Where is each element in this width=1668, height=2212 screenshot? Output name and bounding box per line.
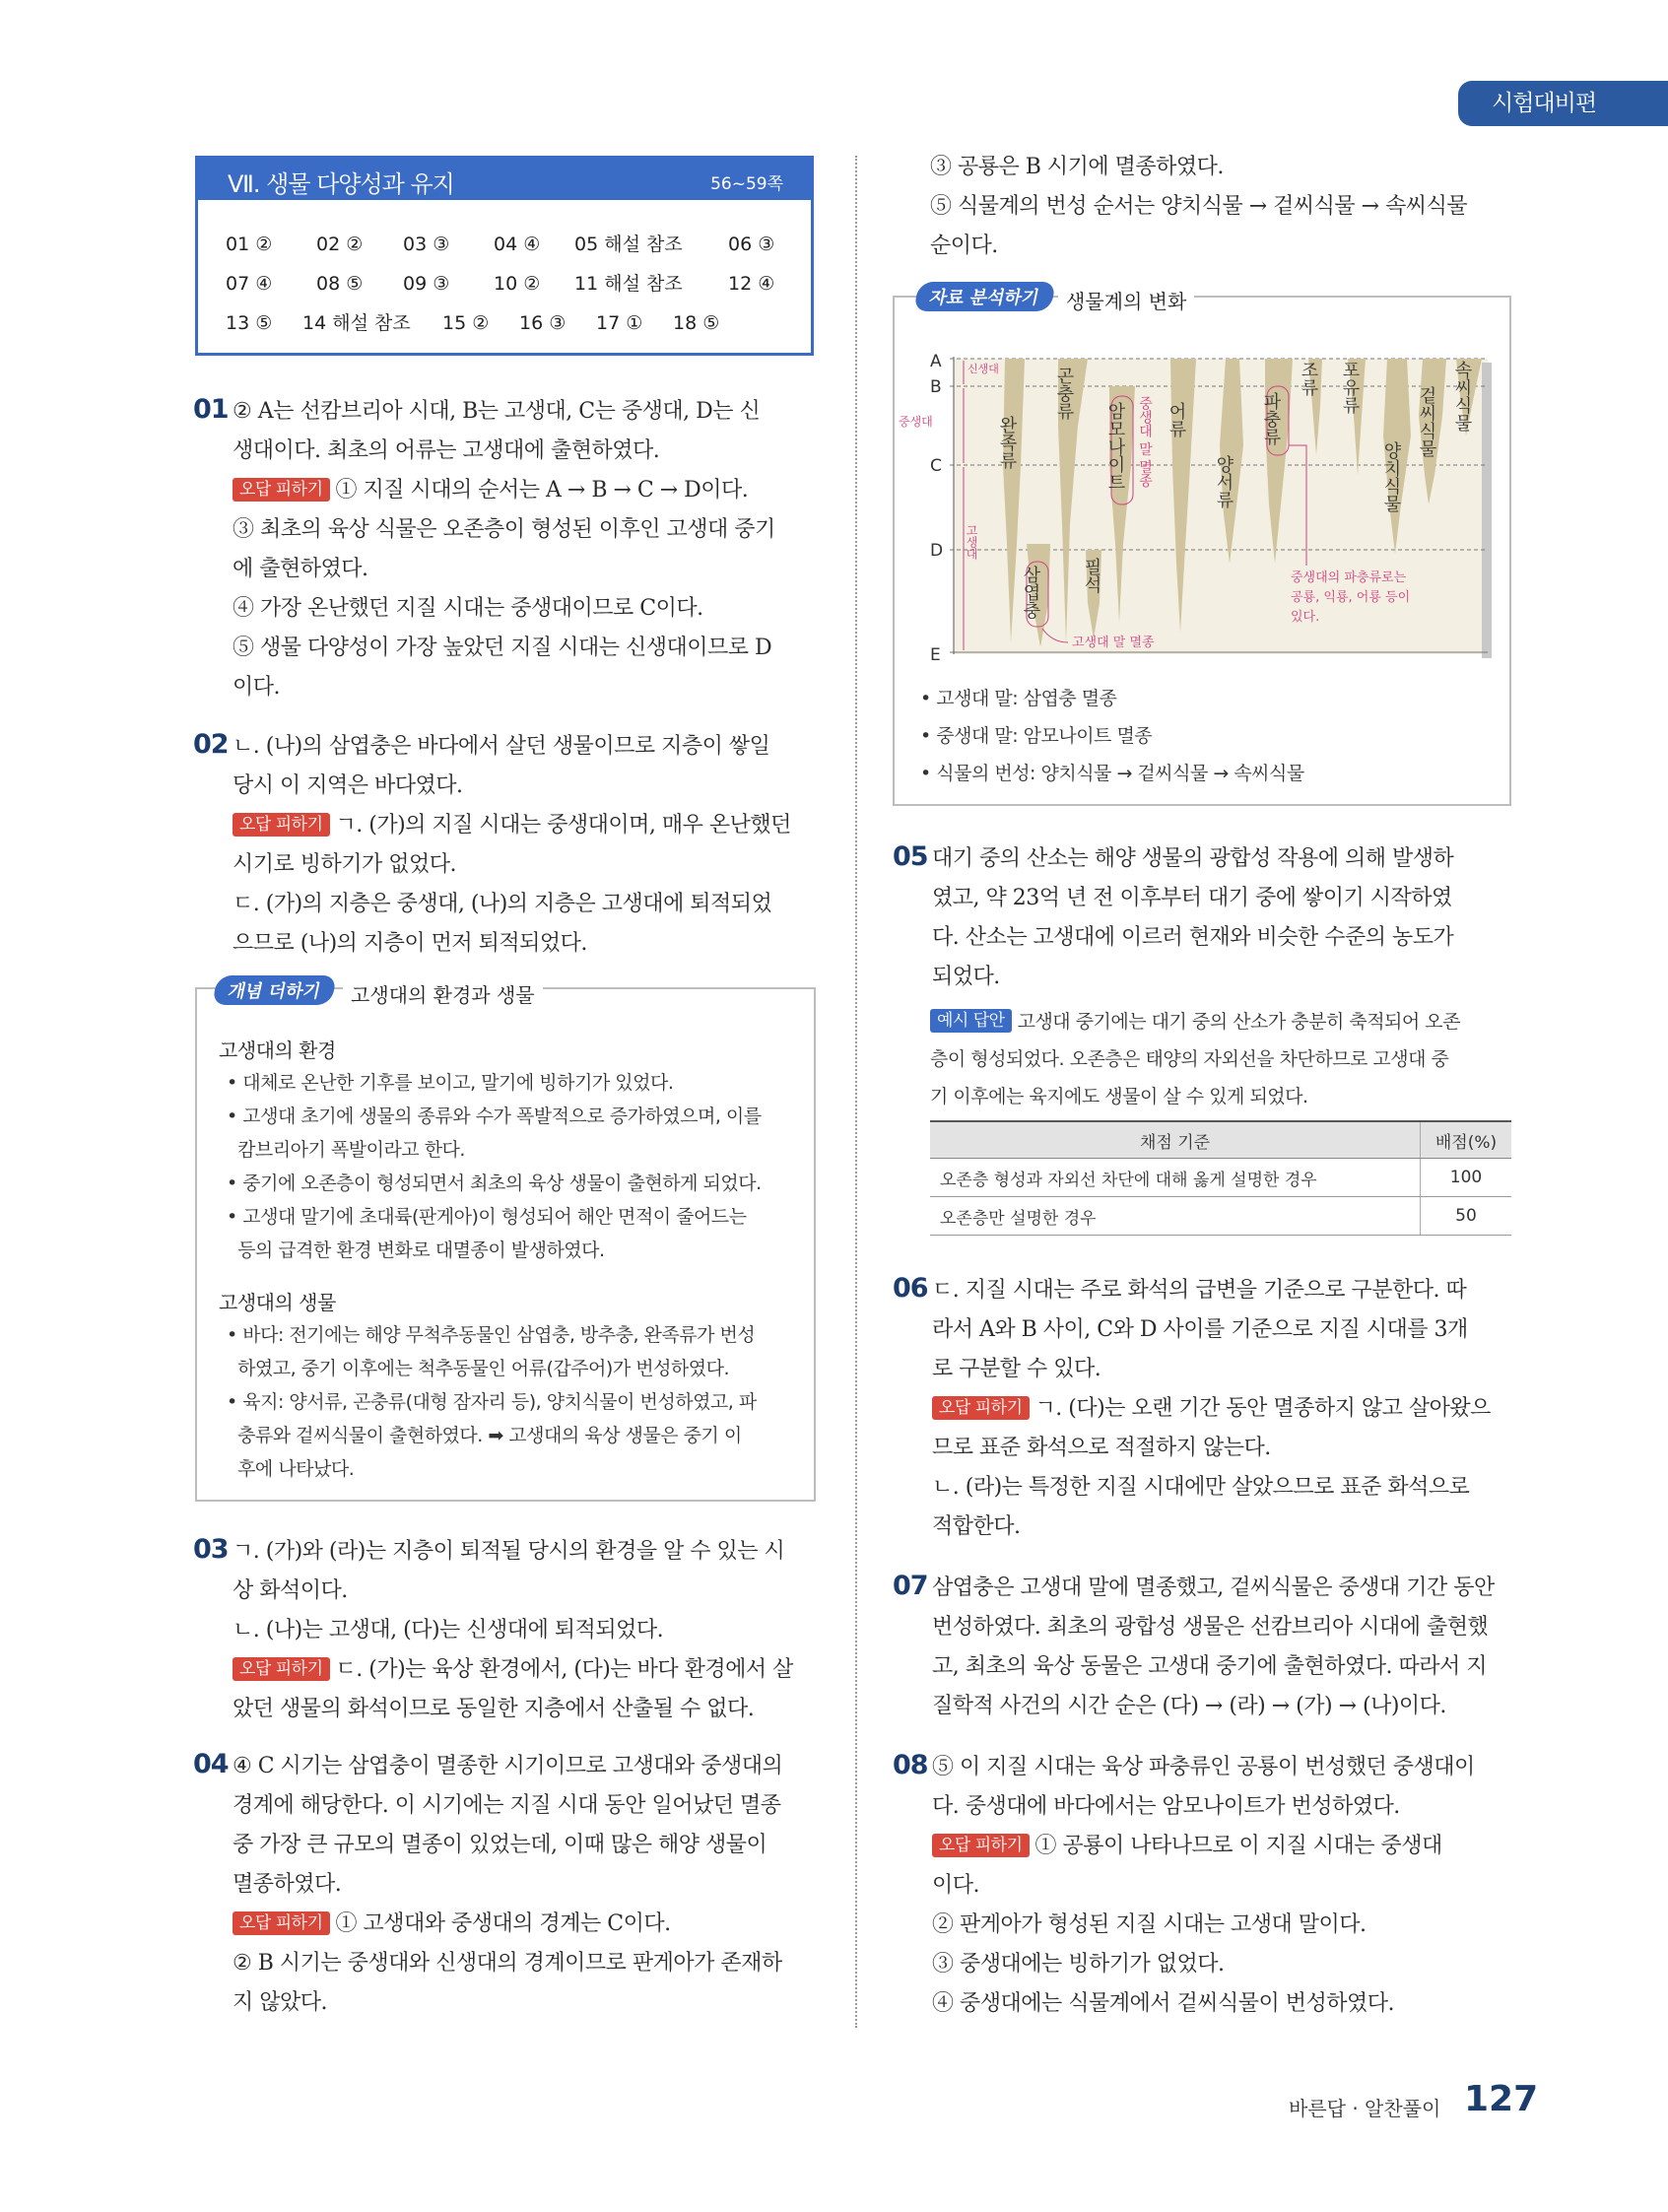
- text-line: 당시 이 지역은 바다였다.: [233, 773, 463, 798]
- text-line: 라서 A와 B 사이, C와 D 사이를 기준으로 지질 시대를 3개: [932, 1317, 1468, 1342]
- answer-item: 16 ③: [519, 312, 567, 334]
- list-item: 후에 나타났다.: [227, 1458, 355, 1480]
- wrong-line: [233, 1650, 793, 1690]
- q02-text: [233, 727, 791, 964]
- concept-title: 고생대의 환경과 생물: [343, 979, 543, 1008]
- text-line: ㄷ. (가)의 지층은 중생대, (나)의 지층은 고생대에 퇴적되었: [233, 892, 772, 916]
- text-line: 층이 형성되었다. 오존층은 태양의 자외선을 차단하므로 고생대 중: [930, 1048, 1449, 1070]
- answer-key-box: [195, 156, 814, 356]
- text-line: 상 화석이다.: [233, 1578, 348, 1603]
- answer-key-header: [198, 159, 811, 200]
- text-line: ③ 중생대에는 빙하기가 없었다.: [932, 1952, 1225, 1977]
- text-line: 다. 중생대에 바다에서는 암모나이트가 번성하였다.: [932, 1794, 1400, 1819]
- text-line: 생대이다. 최초의 어류는 고생대에 출현하였다.: [233, 438, 660, 463]
- text-line: ㄴ. (나)의 삼엽충은 바다에서 살던 생물이므로 지층이 쌓일: [233, 734, 770, 759]
- wrong-line: [932, 1389, 1491, 1429]
- table-row: [930, 1197, 1511, 1236]
- list-item: 캄브리아기 폭발이라고 한다.: [227, 1139, 465, 1161]
- text-line: ⑤ 식물계의 번성 순서는 양치식물 → 겉씨식물 → 속씨식물: [930, 194, 1468, 219]
- wrong-tag: 오답 피하기: [233, 478, 330, 502]
- wrong-line: [932, 1827, 1475, 1866]
- concept-heading: 고생대의 생물: [219, 1291, 336, 1314]
- era-letter-e: E: [930, 645, 941, 665]
- concept-box: [195, 981, 816, 1502]
- text-line: 삼엽충은 고생대 말에 멸종했고, 겉씨식물은 중생대 기간 동안: [932, 1575, 1495, 1600]
- text-line: ㄱ. (다)는 오랜 기간 동안 멸종하지 않고 살아왔으: [1034, 1396, 1491, 1421]
- note-reptiles: 중생대의 파충류로는: [1291, 570, 1407, 585]
- era-mesozoic: 중생대: [899, 415, 933, 429]
- answer-item: 04 ④: [494, 234, 541, 255]
- question-number: 01: [193, 394, 229, 425]
- q03-text: [233, 1532, 793, 1729]
- list-item: • 바다: 전기에는 해양 무척추동물인 삼엽충, 방추충, 완족류가 번성: [227, 1324, 756, 1346]
- text-line: 대기 중의 산소는 해양 생물의 광합성 작용에 의해 발생하: [932, 846, 1454, 871]
- text-line: 고, 최초의 육상 동물은 고생대 중기에 출현하였다. 따라서 지: [932, 1654, 1487, 1679]
- wrong-line: [233, 806, 791, 845]
- list-item: • 고생대 초기에 생물의 종류와 수가 폭발적으로 증가하였으며, 이를: [227, 1106, 762, 1127]
- question-number: 04: [193, 1749, 229, 1779]
- text-line: ㄷ. (가)는 육상 환경에서, (다)는 바다 환경에서 살: [335, 1657, 793, 1682]
- label-mammals: 포유류: [1339, 361, 1361, 414]
- table-cell: 오존층 형성과 자외선 차단에 대해 옳게 설명한 경우: [930, 1159, 1421, 1197]
- column-divider: [855, 156, 857, 2028]
- q08-text: [932, 1748, 1475, 2024]
- text-line: ② 판게아가 형성된 지질 시대는 고생대 말이다.: [932, 1912, 1367, 1937]
- example-tag: 예시 답안: [930, 1009, 1012, 1033]
- data-bullet: • 고생대 말: 삼엽충 멸종: [920, 688, 1117, 709]
- text-line: 되었다.: [932, 965, 1000, 989]
- q06-text: [932, 1271, 1491, 1547]
- answer-item: 02 ②: [316, 234, 364, 255]
- answer-item: 09 ③: [403, 273, 450, 295]
- era-letter-d: D: [930, 541, 944, 561]
- era-letter-a: A: [930, 352, 942, 371]
- data-title: 생물계의 변화: [1058, 286, 1194, 314]
- text-line: 였고, 약 23억 년 전 이후부터 대기 중에 쌓이기 시작하였: [932, 886, 1452, 910]
- text-line: ① 공룡이 나타나므로 이 지질 시대는 중생대: [1034, 1834, 1442, 1858]
- text-line: ③ 공룡은 B 시기에 멸종하였다.: [930, 155, 1224, 179]
- era-letter-c: C: [930, 456, 942, 476]
- page-number: 127: [1464, 2079, 1539, 2119]
- text-line: 에 출현하였다.: [233, 557, 368, 581]
- text-line: 로 구분할 수 있다.: [932, 1357, 1101, 1381]
- label-fish: 어류: [1166, 402, 1187, 437]
- answer-item: 11 해설 참조: [574, 273, 683, 295]
- text-line: 질학적 사건의 시간 순은 (다) → (라) → (가) → (나)이다.: [932, 1694, 1446, 1718]
- text-line: ㄷ. 지질 시대는 주로 화석의 급변을 기준으로 구분한다. 따: [932, 1278, 1467, 1303]
- text-line: ⑤ 이 지질 시대는 육상 파충류인 공룡이 번성했던 중생대이: [932, 1755, 1475, 1779]
- q07-text: [932, 1569, 1495, 1726]
- section-tab: 시험대비편: [1458, 81, 1668, 126]
- table-cell: 100: [1421, 1159, 1512, 1197]
- answer-item: 08 ⑤: [316, 273, 364, 295]
- answer-row: [226, 308, 719, 335]
- answer-item: 12 ④: [728, 273, 775, 295]
- table-cell: 50: [1421, 1197, 1512, 1236]
- label-gymnosperms: 겉씨식물: [1416, 386, 1437, 457]
- wrong-tag: 오답 피하기: [233, 813, 330, 837]
- list-item: • 육지: 양서류, 곤충류(대형 잠자리 등), 양치식물이 번성하였고, 파: [227, 1391, 757, 1413]
- text-line: 번성하였다. 최초의 광합성 생물은 선캄브리아 시대에 출현했: [932, 1615, 1489, 1640]
- answer-row: [226, 269, 774, 296]
- answer-item: 17 ①: [596, 312, 643, 334]
- q05-text: [932, 839, 1453, 997]
- answer-item: 18 ⑤: [673, 312, 720, 334]
- q04-continued: [930, 148, 1467, 266]
- wrong-line: [233, 1905, 782, 1944]
- label-mesozoic-extinction: 중생대 말 멸종: [1137, 396, 1153, 488]
- list-item: • 중기에 오존층이 형성되면서 최초의 육상 생물이 출현하게 되었다.: [227, 1173, 762, 1194]
- text-line: ⑤ 생물 다양성이 가장 높았던 지질 시대는 신생대이므로 D: [233, 636, 772, 660]
- concept-heading: 고생대의 환경: [219, 1039, 336, 1062]
- text-line: 순이다.: [930, 234, 998, 258]
- list-item: 충류와 겉씨식물이 출현하였다. ➡ 고생대의 육상 생물은 중기 이: [227, 1425, 742, 1446]
- table-header: 배점(%): [1421, 1121, 1512, 1159]
- text-line: 았던 생물의 화석이므로 동일한 지층에서 산출될 수 없다.: [233, 1697, 755, 1721]
- text-line: ㄱ. (가)의 지질 시대는 중생대이며, 매우 온난했던: [335, 813, 791, 838]
- question-number: 03: [193, 1534, 229, 1565]
- text-line: ㄴ. (나)는 고생대, (다)는 신생대에 퇴적되었다.: [233, 1618, 664, 1642]
- text-line: 멸종하였다.: [233, 1872, 342, 1897]
- answer-item: 01 ②: [226, 234, 273, 255]
- concept-env-list: [227, 1066, 762, 1267]
- list-item: • 대체로 온난한 기후를 보이고, 말기에 빙하기가 있었다.: [227, 1072, 674, 1094]
- label-amphibians: 양서류: [1213, 455, 1234, 508]
- text-line: ④ C 시기는 삼엽충이 멸종한 시기이므로 고생대와 중생대의: [233, 1754, 783, 1778]
- era-cenozoic: 신생대: [967, 363, 999, 375]
- answer-item: 15 ②: [442, 312, 490, 334]
- wrong-tag: 오답 피하기: [932, 1396, 1030, 1420]
- text-line: 으므로 (나)의 지층이 먼저 퇴적되었다.: [233, 931, 587, 956]
- text-line: 다. 산소는 고생대에 이르러 현재와 비슷한 수준의 농도가: [932, 925, 1454, 950]
- label-angiosperms: 속씨식물: [1451, 361, 1473, 432]
- wrong-tag: 오답 피하기: [233, 1911, 330, 1935]
- question-number: 02: [193, 729, 229, 760]
- text-line: 므로 표준 화석으로 적절하지 않는다.: [932, 1436, 1271, 1460]
- label-trilobites: 삼엽충: [1020, 566, 1041, 619]
- text-line: 이다.: [932, 1873, 979, 1898]
- era-paleozoic: 고생대: [965, 524, 978, 560]
- text-line: ② A는 선캄브리아 시대, B는 고생대, C는 중생대, D는 신: [233, 399, 761, 424]
- wrong-tag: 오답 피하기: [233, 1657, 330, 1681]
- diagram-shadow: [1482, 363, 1492, 658]
- text-line: ㄴ. (라)는 특정한 지질 시대에만 살았으므로 표준 화석으로: [932, 1475, 1470, 1500]
- text-line: ㄱ. (가)와 (라)는 지층이 퇴적될 당시의 환경을 알 수 있는 시: [233, 1539, 785, 1564]
- text-line: 시기로 빙하기가 없었다.: [233, 852, 457, 877]
- note-paleozoic-extinction: 고생대 말 멸종: [1072, 636, 1155, 650]
- question-number: 06: [893, 1273, 928, 1304]
- table-header: 채점 기준: [930, 1121, 1421, 1159]
- q05-example-answer: [930, 1003, 1460, 1115]
- question-number: 08: [893, 1750, 928, 1780]
- concept-tag: 개념 더하기: [212, 975, 338, 1005]
- concept-bio-list: [227, 1318, 757, 1486]
- data-bullet: • 중생대 말: 암모나이트 멸종: [920, 725, 1153, 747]
- text-line: 중 가장 큰 규모의 멸종이 있었는데, 이때 많은 해양 생물이: [233, 1833, 767, 1857]
- era-letter-b: B: [930, 377, 942, 397]
- wrong-line: [233, 471, 775, 510]
- data-bullet: • 식물의 번성: 양치식물 → 겉씨식물 → 속씨식물: [920, 763, 1304, 784]
- label-insects: 곤충류: [1053, 367, 1075, 420]
- page-range: 56~59쪽: [710, 174, 783, 194]
- text-line: ① 지질 시대의 순서는 A → B → C → D이다.: [335, 478, 749, 503]
- data-analysis-box: [893, 288, 1511, 806]
- text-line: 적합한다.: [932, 1514, 1021, 1539]
- answer-item: 07 ④: [226, 273, 273, 295]
- question-number: 07: [893, 1571, 928, 1601]
- q04-text: [233, 1747, 782, 2023]
- answer-item: 06 ③: [728, 234, 775, 255]
- answer-item: 10 ②: [494, 273, 541, 295]
- list-item: 하였고, 중기 이후에는 척추동물인 어류(갑주어)가 번성하였다.: [227, 1358, 730, 1379]
- q01-text: [233, 392, 775, 707]
- label-ammonites: 암모나이트: [1104, 402, 1126, 491]
- label-graptolites: 필석: [1081, 558, 1102, 593]
- text-line: ② B 시기는 중생대와 신생대의 경계이므로 판게아가 존재하: [233, 1951, 782, 1976]
- label-reptiles: 파충류: [1260, 392, 1282, 445]
- text-line: ① 고생대와 중생대의 경계는 C이다.: [335, 1911, 671, 1936]
- text-line: ④ 중생대에는 식물계에서 겉씨식물이 번성하였다.: [932, 1991, 1395, 2016]
- text-line: ③ 최초의 육상 식물은 오존층이 형성된 이후인 고생대 중기: [233, 517, 775, 542]
- table-row: [930, 1159, 1511, 1197]
- text-line: 이다.: [233, 675, 280, 700]
- list-item: 등의 급격한 환경 변화로 대멸종이 발생하였다.: [227, 1240, 605, 1261]
- answer-item: 05 해설 참조: [574, 234, 683, 255]
- footer-label: 바른답 · 알찬풀이: [1289, 2097, 1441, 2120]
- answer-item: 14 해설 참조: [302, 312, 411, 334]
- label-ferns: 양치식물: [1380, 441, 1402, 512]
- answer-item: 13 ⑤: [226, 312, 273, 334]
- list-item: • 고생대 말기에 초대륙(판게아)이 형성되어 해안 면적이 줄어드는: [227, 1206, 747, 1228]
- scoring-table: [930, 1120, 1511, 1236]
- note-reptiles: 공룡, 익룡, 어룡 등이: [1291, 590, 1411, 605]
- text-line: 경계에 해당한다. 이 시기에는 지질 시대 동안 일어났던 멸종: [233, 1793, 781, 1818]
- example-line: [930, 1003, 1460, 1040]
- label-birds: 조류: [1298, 361, 1319, 396]
- note-reptiles: 있다.: [1291, 610, 1320, 625]
- data-tag: 자료 분석하기: [913, 282, 1056, 311]
- text-line: 고생대 중기에는 대기 중의 산소가 충분히 축적되어 오존: [1017, 1011, 1461, 1033]
- text-line: ④ 가장 온난했던 지질 시대는 중생대이므로 C이다.: [233, 596, 703, 621]
- label-brachiopods: 완족류: [996, 416, 1018, 469]
- text-line: 지 않았다.: [233, 1990, 327, 2015]
- life-change-diagram: [895, 347, 1509, 672]
- text-line: 기 이후에는 육지에도 생물이 살 수 있게 되었다.: [930, 1086, 1308, 1107]
- question-number: 05: [893, 841, 928, 872]
- table-header-row: [930, 1121, 1511, 1159]
- wrong-tag: 오답 피하기: [932, 1834, 1030, 1857]
- unit-title: Ⅶ. 생물 다양성과 유지: [228, 170, 454, 198]
- table-cell: 오존층만 설명한 경우: [930, 1197, 1421, 1236]
- answer-row: [226, 230, 774, 256]
- answer-item: 03 ③: [403, 234, 450, 255]
